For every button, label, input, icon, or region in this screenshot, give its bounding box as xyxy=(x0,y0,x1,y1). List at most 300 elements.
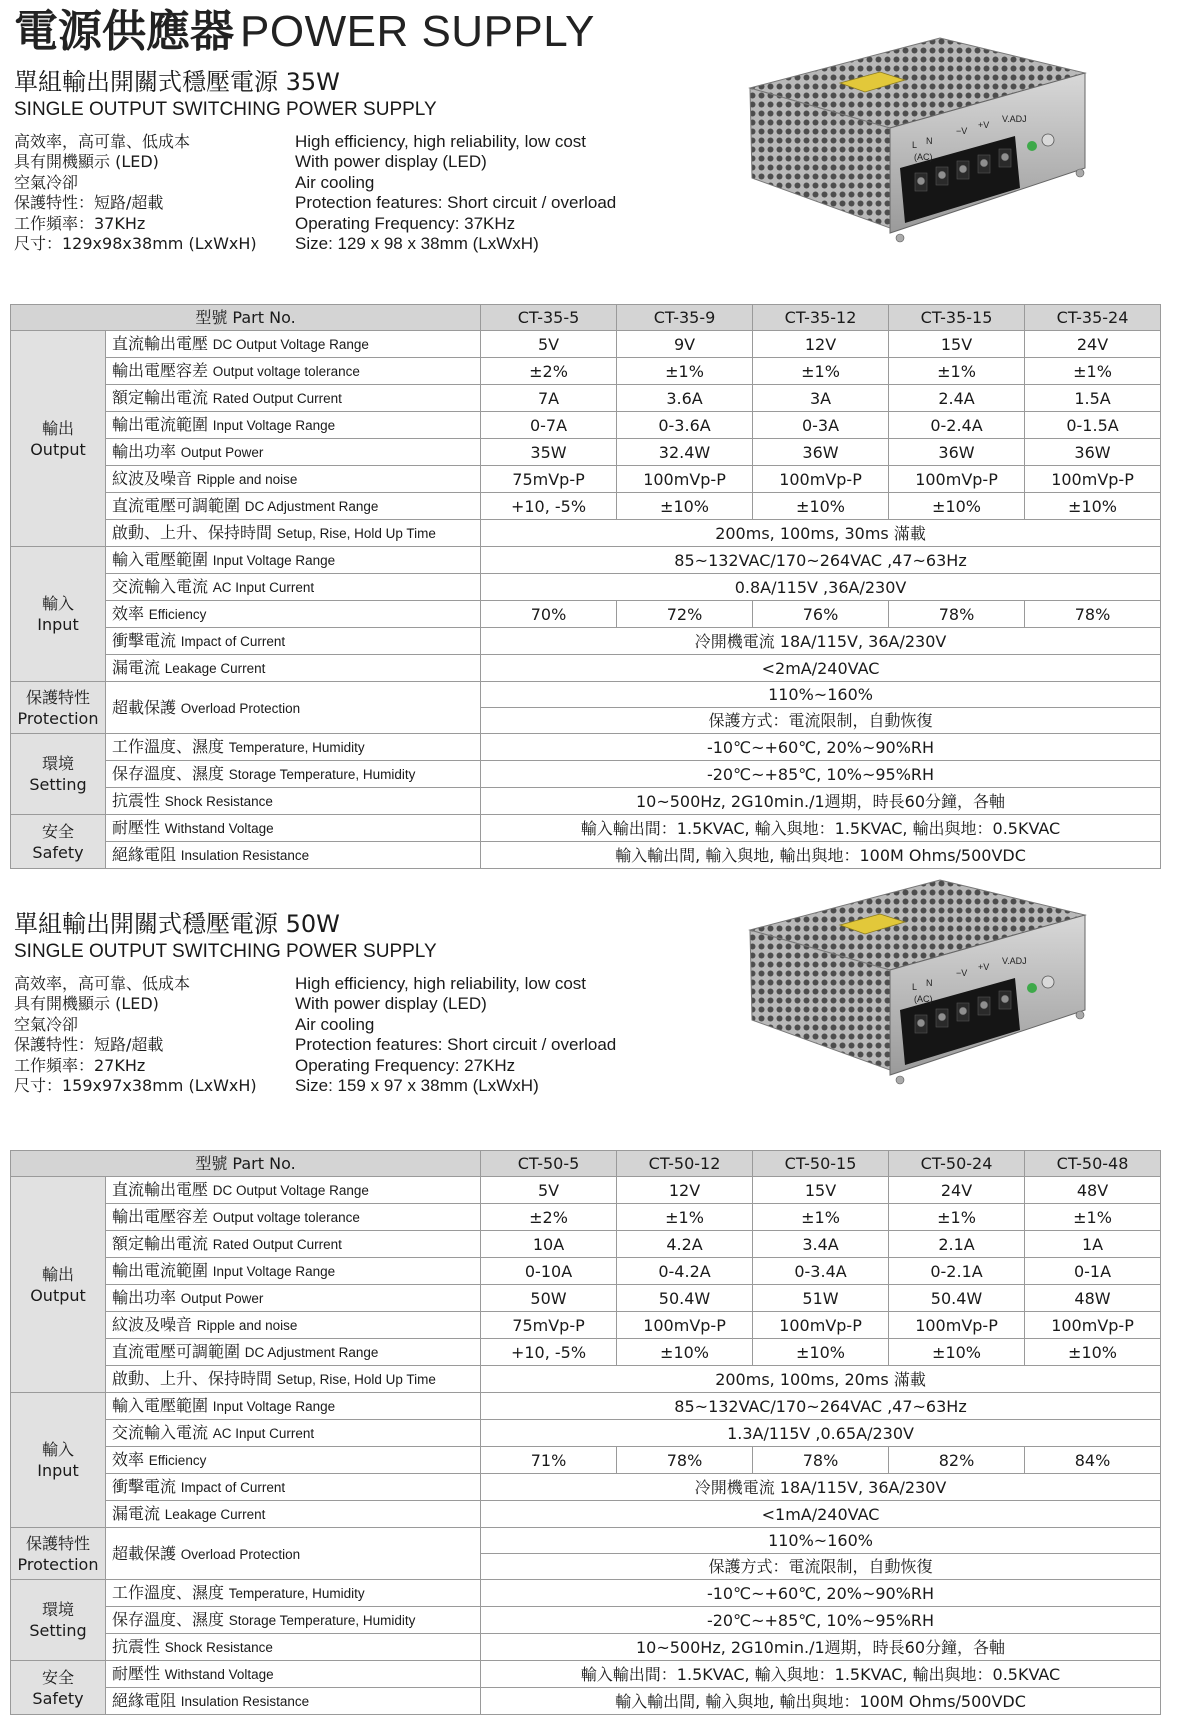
param-adjust xyxy=(106,1339,481,1366)
feature-zh-line: 具有開機顯示 (LED) xyxy=(14,152,159,172)
param-label-zh: 效率 xyxy=(112,1450,145,1469)
param-input_voltage xyxy=(106,547,481,574)
value-cell: 7A xyxy=(481,385,617,412)
table-row xyxy=(11,331,1161,358)
table-row xyxy=(11,1474,1161,1501)
value-cell: 100mVp-P xyxy=(617,466,753,493)
param-ac_current xyxy=(106,1420,481,1447)
value-cell: 32.4W xyxy=(617,439,753,466)
param-efficiency xyxy=(106,601,481,628)
feature-zh-line: 高效率，高可靠、低成本 xyxy=(14,132,191,151)
feature-en-line: Air cooling xyxy=(295,172,375,192)
param-rated_current xyxy=(106,385,481,412)
value-cell: 100mVp-P xyxy=(753,1312,889,1339)
param-label-zh: 紋波及噪音 xyxy=(112,469,193,488)
value-cell: 72% xyxy=(617,601,753,628)
group-label-zh: 輸入 xyxy=(41,594,74,613)
terminal-label: (AC) xyxy=(914,994,933,1004)
value-cell: ±1% xyxy=(1025,1204,1161,1231)
table-row xyxy=(11,788,1161,815)
param-leakage xyxy=(106,655,481,682)
terminal-label: −V xyxy=(956,968,968,978)
table-row xyxy=(11,1688,1161,1715)
model-header: CT-50-15 xyxy=(753,1151,889,1177)
param-label-zh: 抗震性 xyxy=(112,1637,161,1656)
value-cell: 100mVp-P xyxy=(889,466,1025,493)
param-label-en: Withstand Voltage xyxy=(164,821,274,836)
table-row xyxy=(11,520,1161,547)
group-label-zh: 輸出 xyxy=(41,1264,74,1284)
param-label-en: Storage Temperature, Humidity xyxy=(228,767,416,782)
feature-en-line: High efficiency, high reliability, low cost xyxy=(295,132,587,151)
value-cell: 51W xyxy=(753,1285,889,1312)
feature-en-line: Size: 159 x 97 x 38mm (LxWxH) xyxy=(295,1075,539,1095)
param-label-zh: 耐壓性 xyxy=(112,1664,161,1683)
param-label-en: AC Input Current xyxy=(212,580,315,595)
feature-zh-line: 保護特性：短路/超載 xyxy=(14,1035,164,1055)
param-impact xyxy=(106,1474,481,1501)
param-power xyxy=(106,439,481,466)
model-header: CT-35-24 xyxy=(1025,305,1161,331)
value-cell: ±1% xyxy=(617,1204,753,1231)
value-cell: 3.6A xyxy=(617,385,753,412)
value-cell: 2.4A xyxy=(889,385,1025,412)
feature-en-line: Operating Frequency: 37KHz xyxy=(295,213,516,233)
table-row xyxy=(11,385,1161,412)
value-cell: 0-3A xyxy=(753,412,889,439)
value-cell: 36W xyxy=(1025,439,1161,466)
table-row xyxy=(11,466,1161,493)
value-cell: 78% xyxy=(617,1447,753,1474)
param-label-en: Output voltage tolerance xyxy=(212,1210,360,1225)
param-label-en: Input Voltage Range xyxy=(212,418,336,433)
param-label-en: Impact of Current xyxy=(180,1480,286,1495)
param-label-zh: 輸出電流範圍 xyxy=(112,1261,209,1280)
table-row xyxy=(11,655,1161,682)
param-shock xyxy=(106,788,481,815)
feature-en-line: Size: 129 x 98 x 38mm (LxWxH) xyxy=(295,233,539,253)
value-cell: ±10% xyxy=(889,1339,1025,1366)
param-label-zh: 直流電壓可調範圍 xyxy=(112,496,241,515)
param-setup xyxy=(106,520,481,547)
param-work_temp xyxy=(106,734,481,761)
table-header xyxy=(11,1151,1161,1177)
group-safety xyxy=(11,1661,106,1715)
param-label-en: AC Input Current xyxy=(212,1426,315,1441)
table-row xyxy=(11,1393,1161,1420)
value-cell: 36W xyxy=(889,439,1025,466)
value-cell: 0-4.2A xyxy=(617,1258,753,1285)
value-span: 輸入輸出間, 輸入與地, 輸出與地：100M Ohms/500VDC xyxy=(481,842,1161,869)
param-label-zh: 保存溫度、濕度 xyxy=(112,1610,225,1629)
param-label-zh: 衝擊電流 xyxy=(112,631,177,650)
product-photo xyxy=(730,870,1100,1110)
param-label-zh: 直流輸出電壓 xyxy=(112,334,209,353)
value-cell: +10, -5% xyxy=(481,1339,617,1366)
features-en xyxy=(295,132,616,254)
value-cell: ±10% xyxy=(617,1339,753,1366)
table-row xyxy=(11,842,1161,869)
value-cell: 1A xyxy=(1025,1231,1161,1258)
param-label-en: Ripple and noise xyxy=(196,472,298,487)
group-output xyxy=(11,331,106,547)
param-label-zh: 輸出功率 xyxy=(112,1288,177,1307)
value-cell: 9V xyxy=(617,331,753,358)
table-row xyxy=(11,1580,1161,1607)
model-header: CT-35-9 xyxy=(617,305,753,331)
model-header: CT-50-24 xyxy=(889,1151,1025,1177)
param-label-en: Setup, Rise, Hold Up Time xyxy=(276,1372,436,1387)
param-setup xyxy=(106,1366,481,1393)
param-label-zh: 啟動、上升、保持時間 xyxy=(112,523,273,542)
value-cell: 50.4W xyxy=(617,1285,753,1312)
value-cell: ±10% xyxy=(1025,493,1161,520)
group-label-en: Setting xyxy=(29,1621,87,1640)
table-row xyxy=(11,439,1161,466)
param-label-zh: 效率 xyxy=(112,604,145,623)
group-label-en: Setting xyxy=(29,775,87,794)
param-label-en: DC Output Voltage Range xyxy=(212,337,369,352)
section-title: 單組輸出開關式穩壓電源 50W xyxy=(14,910,340,938)
feature-en-line: Air cooling xyxy=(295,1014,375,1034)
param-label-zh: 額定輸出電流 xyxy=(112,388,209,407)
value-cell: 0-3.6A xyxy=(617,412,753,439)
param-label-en: DC Output Voltage Range xyxy=(212,1183,369,1198)
group-label-en: Safety xyxy=(32,842,84,862)
group-protection xyxy=(11,1528,106,1580)
value-cell: 50.4W xyxy=(889,1285,1025,1312)
table-row xyxy=(11,574,1161,601)
param-label-zh: 輸入電壓範圍 xyxy=(112,550,209,569)
value-span: <2mA/240VAC xyxy=(481,655,1161,682)
group-safety xyxy=(11,815,106,869)
table-row xyxy=(11,1661,1161,1688)
value-cell: 70% xyxy=(481,601,617,628)
param-label-zh: 紋波及噪音 xyxy=(112,1315,193,1334)
group-label-zh: 環境 xyxy=(41,1600,74,1619)
table-row xyxy=(11,547,1161,574)
section-35w xyxy=(0,68,1200,865)
terminal-label: N xyxy=(926,978,933,988)
value-cell: 48V xyxy=(1025,1177,1161,1204)
terminal-label: +V xyxy=(978,120,990,130)
param-dc_voltage xyxy=(106,1177,481,1204)
param-ac_current xyxy=(106,574,481,601)
param-ripple xyxy=(106,466,481,493)
feature-en-line: Protection features: Short circuit / overload xyxy=(295,193,617,213)
param-label-en: Leakage Current xyxy=(164,661,266,676)
model-header: CT-35-12 xyxy=(753,305,889,331)
feature-en-line: Protection features: Short circuit / overload xyxy=(295,1035,617,1055)
features-en xyxy=(295,974,616,1096)
table-row xyxy=(11,1420,1161,1447)
table-row xyxy=(11,1177,1161,1204)
terminal-label: L xyxy=(912,140,918,150)
value-cell: 4.2A xyxy=(617,1231,753,1258)
table-row xyxy=(11,1258,1161,1285)
table-row xyxy=(11,1501,1161,1528)
feature-zh-line: 高效率，高可靠、低成本 xyxy=(14,974,191,993)
value-cell: ±10% xyxy=(753,1339,889,1366)
value-cell: 78% xyxy=(753,1447,889,1474)
value-cell: 0-3.4A xyxy=(753,1258,889,1285)
group-label-zh: 安全 xyxy=(41,821,74,841)
value-cell: 0-1A xyxy=(1025,1258,1161,1285)
param-label-en: Shock Resistance xyxy=(164,794,273,809)
group-label-en: Input xyxy=(37,1461,79,1480)
value-span: 110%~160% xyxy=(481,682,1161,708)
param-label-zh: 漏電流 xyxy=(112,1504,161,1523)
param-shock xyxy=(106,1634,481,1661)
param-label-zh: 保存溫度、濕度 xyxy=(112,764,225,783)
param-label-en: Temperature, Humidity xyxy=(228,1586,365,1601)
param-label-zh: 耐壓性 xyxy=(112,818,161,837)
model-header: CT-35-15 xyxy=(889,305,1025,331)
table-row xyxy=(11,1528,1161,1554)
param-label-en: Input Voltage Range xyxy=(212,1399,336,1414)
feature-zh-line: 工作頻率：27KHz xyxy=(14,1055,146,1075)
group-setting xyxy=(11,734,106,815)
part-no-header: 型號 Part No. xyxy=(11,1151,481,1177)
group-setting xyxy=(11,1580,106,1661)
param-label-zh: 抗震性 xyxy=(112,791,161,810)
param-leakage xyxy=(106,1501,481,1528)
value-cell: 5V xyxy=(481,331,617,358)
spec-table xyxy=(10,304,1161,869)
model-header: CT-50-12 xyxy=(617,1151,753,1177)
param-input_voltage xyxy=(106,1393,481,1420)
param-label-en: Efficiency xyxy=(148,607,207,622)
table-row xyxy=(11,682,1161,708)
table-row xyxy=(11,1339,1161,1366)
page-title xyxy=(14,6,595,58)
value-span: 輸入輸出間：1.5KVAC, 輸入與地：1.5KVAC, 輸出與地：0.5KVAC xyxy=(481,815,1161,842)
value-cell: ±1% xyxy=(753,1204,889,1231)
table-row xyxy=(11,1634,1161,1661)
param-label-en: Overload Protection xyxy=(180,700,301,716)
param-label-zh: 衝擊電流 xyxy=(112,1477,177,1496)
param-impact xyxy=(106,628,481,655)
param-label-en: Insulation Resistance xyxy=(180,1694,310,1709)
param-label-en: Output Power xyxy=(180,445,264,460)
param-current_range xyxy=(106,1258,481,1285)
value-span: 輸入輸出間：1.5KVAC, 輸入與地：1.5KVAC, 輸出與地：0.5KVAC xyxy=(481,1661,1161,1688)
param-label-zh: 輸出電流範圍 xyxy=(112,415,209,434)
param-label-zh: 輸出電壓容差 xyxy=(112,361,209,380)
param-label-en: Input Voltage Range xyxy=(212,1264,336,1279)
value-span: 保護方式：電流限制，自動恢復 xyxy=(481,708,1161,734)
value-span: -10℃~+60℃, 20%~90%RH xyxy=(481,1580,1161,1607)
value-cell: 78% xyxy=(1025,601,1161,628)
value-cell: 0-2.1A xyxy=(889,1258,1025,1285)
value-span: 10~500Hz, 2G10min./1週期，時長60分鐘，各軸 xyxy=(481,788,1161,815)
param-label-zh: 超載保護 xyxy=(112,697,177,717)
param-label-en: DC Adjustment Range xyxy=(244,499,379,514)
param-storage_temp xyxy=(106,1607,481,1634)
value-span: 10~500Hz, 2G10min./1週期，時長60分鐘，各軸 xyxy=(481,1634,1161,1661)
value-cell: 71% xyxy=(481,1447,617,1474)
param-label-en: Impact of Current xyxy=(180,634,286,649)
value-cell: ±2% xyxy=(481,1204,617,1231)
table-row xyxy=(11,734,1161,761)
value-cell: ±1% xyxy=(889,1204,1025,1231)
value-cell: 82% xyxy=(889,1447,1025,1474)
param-label-zh: 工作溫度、濕度 xyxy=(112,737,225,756)
table-row xyxy=(11,601,1161,628)
param-overload xyxy=(106,682,481,734)
part-no-header: 型號 Part No. xyxy=(11,305,481,331)
value-span: <1mA/240VAC xyxy=(481,1501,1161,1528)
value-cell: 3A xyxy=(753,385,889,412)
value-span: 85~132VAC/170~264VAC ,47~63Hz xyxy=(481,1393,1161,1420)
value-cell: ±1% xyxy=(617,358,753,385)
param-label-zh: 交流輸入電流 xyxy=(112,577,209,596)
value-cell: 78% xyxy=(889,601,1025,628)
group-label-en: Output xyxy=(30,439,86,459)
model-header: CT-50-48 xyxy=(1025,1151,1161,1177)
value-span: 85~132VAC/170~264VAC ,47~63Hz xyxy=(481,547,1161,574)
param-label-zh: 輸出電壓容差 xyxy=(112,1207,209,1226)
value-cell: ±10% xyxy=(889,493,1025,520)
value-cell: 36W xyxy=(753,439,889,466)
param-withstand xyxy=(106,815,481,842)
table-row xyxy=(11,1285,1161,1312)
table-row xyxy=(11,493,1161,520)
feature-zh-line: 工作頻率：37KHz xyxy=(14,213,146,233)
param-label-zh: 工作溫度、濕度 xyxy=(112,1583,225,1602)
power-supply-image xyxy=(730,28,1100,268)
feature-en-line: With power display (LED) xyxy=(295,994,487,1014)
feature-en-line: High efficiency, high reliability, low cost xyxy=(295,974,587,993)
param-work_temp xyxy=(106,1580,481,1607)
value-cell: 0-7A xyxy=(481,412,617,439)
feature-zh-line: 尺寸：129x98x38mm (LxWxH) xyxy=(14,233,257,253)
group-output xyxy=(11,1177,106,1393)
param-label-zh: 直流輸出電壓 xyxy=(112,1180,209,1199)
page-title-en: POWER SUPPLY xyxy=(240,7,595,56)
terminal-label: V.ADJ xyxy=(1002,956,1027,966)
param-dc_voltage xyxy=(106,331,481,358)
feature-zh-line: 尺寸：159x97x38mm (LxWxH) xyxy=(14,1075,257,1095)
param-label-en: Output voltage tolerance xyxy=(212,364,360,379)
group-label-en: Protection xyxy=(17,708,99,728)
terminal-label: N xyxy=(926,136,933,146)
value-span: 保護方式：電流限制，自動恢復 xyxy=(481,1554,1161,1580)
feature-zh-line: 保護特性：短路/超載 xyxy=(14,193,164,213)
features-zh xyxy=(14,132,257,254)
group-label-zh: 輸出 xyxy=(41,418,74,438)
param-label-en: DC Adjustment Range xyxy=(244,1345,379,1360)
table-row xyxy=(11,1312,1161,1339)
param-insulation xyxy=(106,842,481,869)
table-row xyxy=(11,761,1161,788)
group-label-en: Output xyxy=(30,1285,86,1305)
group-label-en: Protection xyxy=(17,1554,99,1574)
group-protection xyxy=(11,682,106,734)
table-row xyxy=(11,412,1161,439)
table-row xyxy=(11,1366,1161,1393)
value-cell: 5V xyxy=(481,1177,617,1204)
value-cell: 48W xyxy=(1025,1285,1161,1312)
value-cell: 12V xyxy=(753,331,889,358)
param-label-zh: 漏電流 xyxy=(112,658,161,677)
param-label-en: Leakage Current xyxy=(164,1507,266,1522)
value-span: 冷開機電流 18A/115V, 36A/230V xyxy=(481,628,1161,655)
value-span: 110%~160% xyxy=(481,1528,1161,1554)
spec-table xyxy=(10,1150,1161,1715)
group-label-en: Input xyxy=(37,615,79,634)
section-subtitle: SINGLE OUTPUT SWITCHING POWER SUPPLY xyxy=(14,941,437,962)
param-label-en: Efficiency xyxy=(148,1453,207,1468)
value-cell: +10, -5% xyxy=(481,493,617,520)
param-label-zh: 交流輸入電流 xyxy=(112,1423,209,1442)
value-cell: 1.5A xyxy=(1025,385,1161,412)
model-header: CT-50-5 xyxy=(481,1151,617,1177)
terminal-label: V.ADJ xyxy=(1002,114,1027,124)
param-label-en: Rated Output Current xyxy=(212,391,342,406)
param-label-en: Shock Resistance xyxy=(164,1640,273,1655)
value-span: 0.8A/115V ,36A/230V xyxy=(481,574,1161,601)
power-supply-image xyxy=(730,870,1100,1110)
value-cell: 100mVp-P xyxy=(1025,1312,1161,1339)
value-cell: ±10% xyxy=(753,493,889,520)
table-row xyxy=(11,1204,1161,1231)
param-current_range xyxy=(106,412,481,439)
param-label-zh: 絕緣電阻 xyxy=(112,1691,177,1710)
param-overload xyxy=(106,1528,481,1580)
table-row xyxy=(11,1231,1161,1258)
param-withstand xyxy=(106,1661,481,1688)
value-cell: 100mVp-P xyxy=(1025,466,1161,493)
value-cell: ±1% xyxy=(889,358,1025,385)
value-cell: 76% xyxy=(753,601,889,628)
param-rated_current xyxy=(106,1231,481,1258)
value-span: 冷開機電流 18A/115V, 36A/230V xyxy=(481,1474,1161,1501)
param-label-en: Input Voltage Range xyxy=(212,553,336,568)
param-label-en: Withstand Voltage xyxy=(164,1667,274,1682)
terminal-label: (AC) xyxy=(914,152,933,162)
section-title: 單組輸出開關式穩壓電源 35W xyxy=(14,68,340,96)
param-storage_temp xyxy=(106,761,481,788)
value-cell: 75mVp-P xyxy=(481,466,617,493)
param-adjust xyxy=(106,493,481,520)
value-span: -20℃~+85℃, 10%~95%RH xyxy=(481,761,1161,788)
feature-zh-line: 具有開機顯示 (LED) xyxy=(14,994,159,1014)
param-tolerance xyxy=(106,358,481,385)
param-tolerance xyxy=(106,1204,481,1231)
value-span: 200ms, 100ms, 30ms 滿載 xyxy=(481,520,1161,547)
value-cell: 35W xyxy=(481,439,617,466)
feature-en-line: Operating Frequency: 27KHz xyxy=(295,1055,516,1075)
value-cell: 3.4A xyxy=(753,1231,889,1258)
value-cell: 10A xyxy=(481,1231,617,1258)
group-label-zh: 保護特性 xyxy=(25,687,90,707)
value-cell: 84% xyxy=(1025,1447,1161,1474)
terminal-label: +V xyxy=(978,962,990,972)
page-title-zh: 電源供應器 xyxy=(14,6,234,57)
table-row xyxy=(11,628,1161,655)
value-cell: 100mVp-P xyxy=(617,1312,753,1339)
value-cell: ±10% xyxy=(617,493,753,520)
value-cell: 0-2.4A xyxy=(889,412,1025,439)
model-header: CT-35-5 xyxy=(481,305,617,331)
group-label-zh: 安全 xyxy=(41,1667,74,1687)
section-subtitle: SINGLE OUTPUT SWITCHING POWER SUPPLY xyxy=(14,99,437,120)
value-cell: 100mVp-P xyxy=(889,1312,1025,1339)
table-row xyxy=(11,815,1161,842)
param-efficiency xyxy=(106,1447,481,1474)
group-label-zh: 輸入 xyxy=(41,1440,74,1459)
